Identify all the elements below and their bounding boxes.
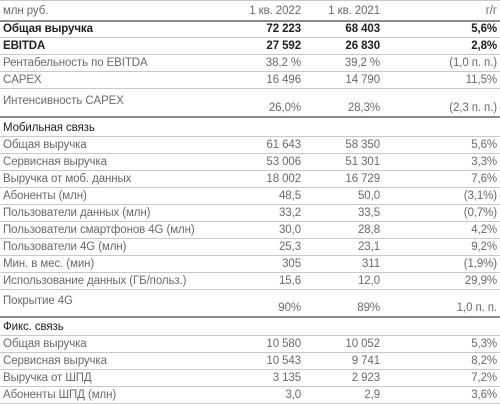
row-label: Абоненты ШПД (млн) <box>3 389 117 401</box>
row-value-2022: 10 543 <box>266 355 301 367</box>
row-value-yoy: 3,3% <box>471 156 497 168</box>
row-value-2021: 14 790 <box>345 74 380 86</box>
row-value-yoy: 5,3% <box>471 338 497 350</box>
row-value-2021: 33,5 <box>358 207 380 219</box>
row-value-2021: 28,8 <box>358 224 380 236</box>
table-header-row <box>0 2 500 22</box>
row-value-yoy: 5,6% <box>471 139 497 151</box>
row-value-2022: 25,3 <box>279 241 301 253</box>
row-value-2022: 16 496 <box>266 74 301 86</box>
row-value-2022: 90% <box>278 302 301 314</box>
table-row-data-users <box>0 205 500 222</box>
row-value-2022: 10 580 <box>266 338 301 350</box>
row-value-yoy: 1,0 п. п. <box>456 302 497 314</box>
row-label: Сервисная выручка <box>3 156 107 168</box>
row-value-2022: 33,2 <box>279 207 301 219</box>
header-yoy: г/г <box>485 5 497 17</box>
table-row-ebitda-margin <box>0 55 500 72</box>
header-unit-label: млн руб. <box>3 5 49 17</box>
row-value-yoy: 9,2% <box>471 241 497 253</box>
row-label: Пользователи 4G (млн) <box>3 241 127 253</box>
table-row-minutes-per-month <box>0 256 500 273</box>
table-row-4g-coverage <box>0 290 500 318</box>
row-value-2021: 28,3% <box>347 102 380 114</box>
row-label: Абоненты (млн) <box>3 190 87 202</box>
row-value-2021: 89% <box>357 302 380 314</box>
row-value-yoy: (3,1%) <box>463 190 497 202</box>
row-value-2022: 27 592 <box>266 40 301 52</box>
row-value-2021: 9 741 <box>351 355 380 367</box>
row-value-2022: 53 006 <box>266 156 301 168</box>
section-header-mobile <box>0 118 500 137</box>
row-value-2021: 23,1 <box>358 241 380 253</box>
row-value-2021: 2 923 <box>351 372 380 384</box>
row-label: Выручка от ШПД <box>3 372 92 384</box>
row-label: Общая выручка <box>3 338 87 350</box>
row-label: Общая выручка <box>3 23 93 35</box>
row-value-2022: 3 135 <box>272 372 301 384</box>
row-value-2021: 10 052 <box>345 338 380 350</box>
section-title: Мобильная связь <box>3 122 95 134</box>
row-value-2022: 3,0 <box>285 389 301 401</box>
row-label: Интенсивность CAPEX <box>3 95 124 107</box>
row-label: Использование данных (ГБ/польз.) <box>3 275 187 287</box>
table-row-ebitda <box>0 38 500 55</box>
row-value-2022: 18 002 <box>266 173 301 185</box>
row-value-2021: 12,0 <box>358 275 380 287</box>
section-title: Фикс. связь <box>3 321 64 333</box>
table-row-subscribers <box>0 188 500 205</box>
row-label: Выручка от моб. данных <box>3 173 132 185</box>
row-value-yoy: 3,6% <box>471 389 497 401</box>
table-row-mobile-total-revenue <box>0 137 500 154</box>
row-value-2022: 38,2 % <box>265 57 301 69</box>
row-value-2022: 48,5 <box>279 190 301 202</box>
table-row-total-revenue <box>0 22 500 38</box>
row-value-2022: 15,6 <box>279 275 301 287</box>
header-period-2021: 1 кв. 2021 <box>328 5 380 17</box>
row-label: Общая выручка <box>3 139 87 151</box>
row-value-2021: 39,2 % <box>344 57 380 69</box>
row-label: Мин. в мес. (мин) <box>3 258 95 270</box>
table-row-4g-smartphone-users <box>0 222 500 239</box>
row-label: Пользователи смартфонов 4G (млн) <box>3 224 195 236</box>
row-value-2022: 305 <box>282 258 301 270</box>
row-value-2021: 311 <box>361 258 380 270</box>
row-value-yoy: 5,6% <box>471 23 497 35</box>
table-row-data-usage <box>0 273 500 290</box>
table-row-fixed-service-revenue <box>0 353 500 370</box>
table-row-capex-intensity <box>0 89 500 118</box>
table-row-capex <box>0 72 500 89</box>
row-value-2022: 72 223 <box>266 23 301 35</box>
section-header-fixed <box>0 318 500 336</box>
row-value-yoy: 29,9% <box>464 275 497 287</box>
row-value-2021: 16 729 <box>345 173 380 185</box>
row-value-yoy: 4,2% <box>471 224 497 236</box>
row-label: CAPEX <box>3 74 42 86</box>
row-value-2021: 51 301 <box>345 156 380 168</box>
row-value-2022: 30,0 <box>279 224 301 236</box>
row-label: Пользователи данных (млн) <box>3 207 151 219</box>
table-top-border <box>0 0 500 1</box>
row-label: Сервисная выручка <box>3 355 107 367</box>
row-value-yoy: 11,5% <box>465 74 497 86</box>
row-value-2021: 58 350 <box>345 139 380 151</box>
row-value-yoy: (1,0 п. п.) <box>449 57 497 69</box>
row-value-yoy: 2,8% <box>471 40 497 52</box>
row-label: Рентабельность по EBITDA <box>3 57 148 69</box>
table-row-mobile-data-revenue <box>0 171 500 188</box>
row-value-2021: 68 403 <box>345 23 380 35</box>
row-value-2021: 50,0 <box>358 190 380 202</box>
row-value-yoy: (2,3 п. п.) <box>449 102 497 114</box>
row-value-yoy: (0,7%) <box>463 207 497 219</box>
row-value-2021: 2,9 <box>364 389 380 401</box>
header-period-2022: 1 кв. 2022 <box>249 5 301 17</box>
row-value-yoy: (1,9%) <box>463 258 497 270</box>
row-value-yoy: 8,2% <box>471 355 497 367</box>
table-row-mobile-service-revenue <box>0 154 500 171</box>
row-label: Покрытие 4G <box>3 295 73 307</box>
table-row-fixed-total-revenue <box>0 336 500 353</box>
row-value-2022: 61 643 <box>266 139 301 151</box>
table-row-broadband-revenue <box>0 370 500 387</box>
row-value-2021: 26 830 <box>345 40 380 52</box>
row-label: EBITDA <box>3 40 46 52</box>
row-value-2022: 26,0% <box>268 102 301 114</box>
table-row-4g-users <box>0 239 500 256</box>
row-value-yoy: 7,6% <box>471 173 497 185</box>
table-row-broadband-subscribers <box>0 387 500 404</box>
row-value-yoy: 7,2% <box>471 372 497 384</box>
